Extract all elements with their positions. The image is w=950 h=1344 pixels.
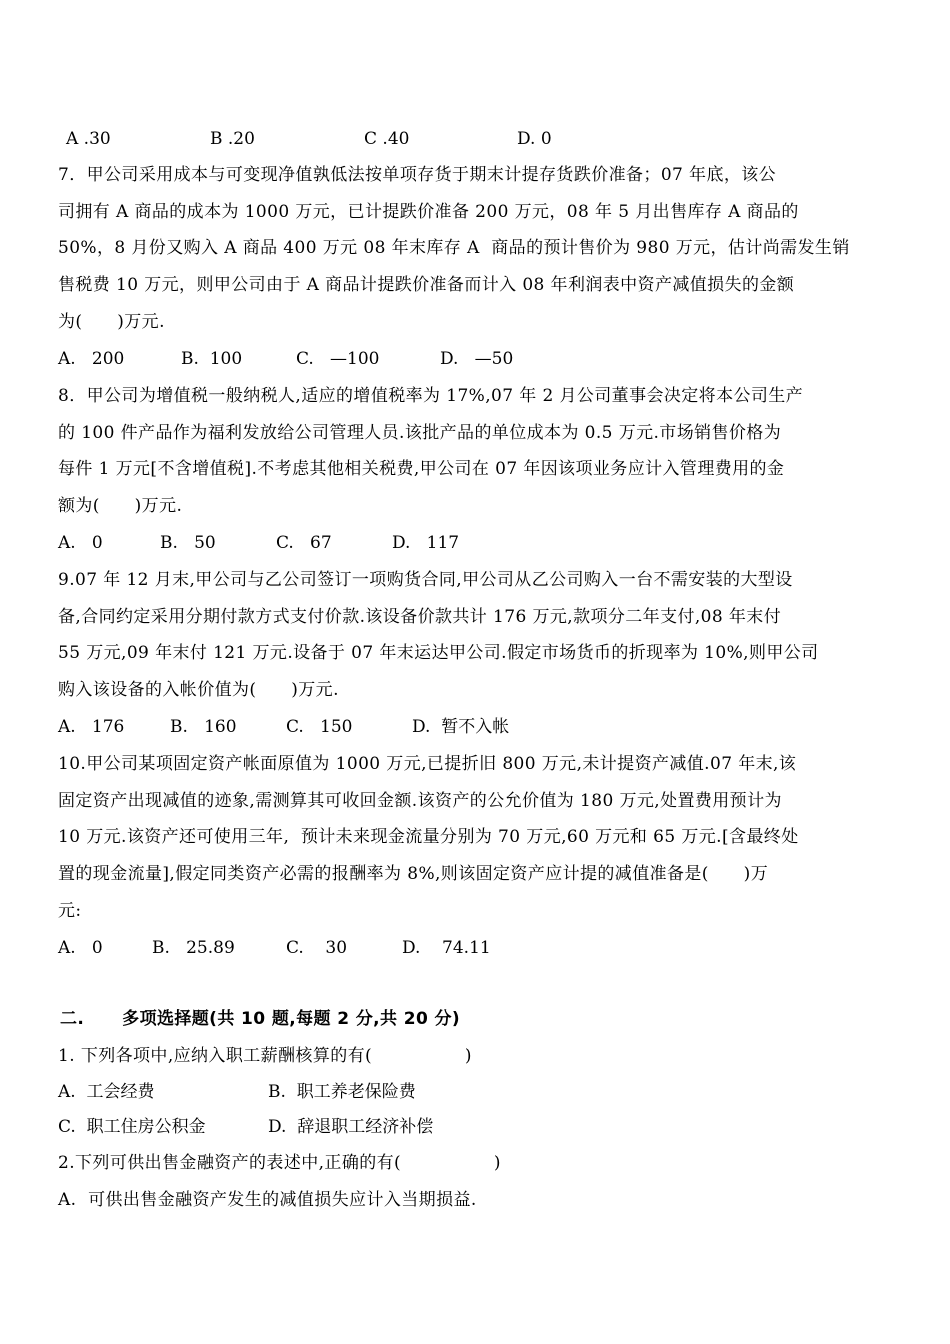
q10-line-1: 10.甲公司某项固定资产帐面原值为 1000 万元,已提折旧 800 万元,未计提资产减值.07 年末,该 [58,754,797,774]
q9-option-d: D. 暂不入帐 [412,717,510,737]
q6-option-b: B .20 [210,129,255,149]
q9-line-3: 55 万元,09 年末付 121 万元.设备于 07 年末运达甲公司.假定市场货币的折现率为 10%,则甲公司 [58,643,819,663]
q9-line-2: 备,合同约定采用分期付款方式支付价款.该设备价款共计 176 万元,款项分二年支付,08 年末付 [58,607,782,627]
q10-option-d: D. 74.11 [402,938,491,958]
q8-line-4: 额为( )万元. [58,496,183,516]
q8-line-3: 每件 1 万元[不含增值税].不考虑其他相关税费,甲公司在 07 年因该项业务应计入管理费用的金 [58,459,785,479]
q9-line-1: 9.07 年 12 月末,甲公司与乙公司签订一项购货合同,甲公司从乙公司购入一台不需安装的大型设 [58,570,793,590]
q8-line-2: 的 100 件产品作为福利发放给公司管理人员.该批产品的单位成本为 0.5 万元.市场销售价格为 [58,423,782,443]
q7-option-d: D. —50 [440,349,514,369]
q10-line-4: 置的现金流量],假定同类资产必需的报酬率为 8%,则该固定资产应计提的减值准备是( )万 [58,864,769,884]
q10-line-3: 10 万元.该资产还可使用三年, 预计未来现金流量分别为 70 万元,60 万元和 65 万元.[含最终处 [58,827,799,847]
q7-line-3: 50%，8 月份又购入 A 商品 400 万元 08 年末库存 A 商品的预计售价为 980 万元，估计尚需发生销 [58,238,850,258]
q7-line-5: 为( )万元. [58,312,165,332]
q7-line-2: 司拥有 A 商品的成本为 1000 万元，已计提跌价准备 200 万元，08 年 5 月出售库存 A 商品的 [58,202,799,222]
q9-option-c: C. 150 [286,717,353,737]
q8-option-c: C. 67 [276,533,332,553]
q7-line-4: 售税费 10 万元，则甲公司由于 A 商品计提跌价准备而计入 08 年利润表中资产减值损失的金额 [58,275,795,295]
s2-q2-stem: 2.下列可供出售金融资产的表述中,正确的有( ) [58,1153,501,1173]
q8-option-a: A. 0 [58,533,103,553]
q8-option-d: D. 117 [392,533,460,553]
q9-line-4: 购入该设备的入帐价值为( )万元. [58,680,339,700]
q9-option-b: B. 160 [170,717,237,737]
q6-option-a: A .30 [66,129,111,149]
q9-option-a: A. 176 [58,717,125,737]
s2-q1-stem: 1. 下列各项中,应纳入职工薪酬核算的有( ) [58,1046,472,1066]
q10-option-b: B. 25.89 [152,938,235,958]
q10-line-5: 元: [58,901,82,921]
q10-option-c: C. 30 [286,938,348,958]
q7-option-b: B. 100 [181,349,243,369]
q10-option-a: A. 0 [58,938,103,958]
q6-option-c: C .40 [364,129,410,149]
s2-q1-option-a: A. 工会经费 [58,1082,155,1102]
q8-line-1: 8．甲公司为增值税一般纳税人,适应的增值税率为 17%,07 年 2 月公司董事会决定将本公司生产 [58,386,804,406]
q7-line-1: 7．甲公司采用成本与可变现净值孰低法按单项存货于期末计提存货跌价准备；07 年底，该公 [58,165,777,185]
q7-option-a: A. 200 [58,349,125,369]
s2-q1-option-c: C. 职工住房公积金 [58,1117,206,1137]
s2-q2-option-a: A. 可供出售金融资产发生的减值损失应计入当期损益. [58,1190,477,1210]
q6-option-d: D. 0 [517,129,552,149]
s2-q1-option-b: B. 职工养老保险费 [268,1082,416,1102]
section-heading: 二. 多项选择题(共 10 题,每题 2 分,共 20 分) [60,1009,461,1029]
s2-q1-option-d: D. 辞退职工经济补偿 [268,1117,434,1137]
q7-option-c: C. —100 [296,349,380,369]
q10-line-2: 固定资产出现减值的迹象,需测算其可收回金额.该资产的公允价值为 180 万元,处置费用预计为 [58,791,782,811]
q8-option-b: B. 50 [160,533,216,553]
